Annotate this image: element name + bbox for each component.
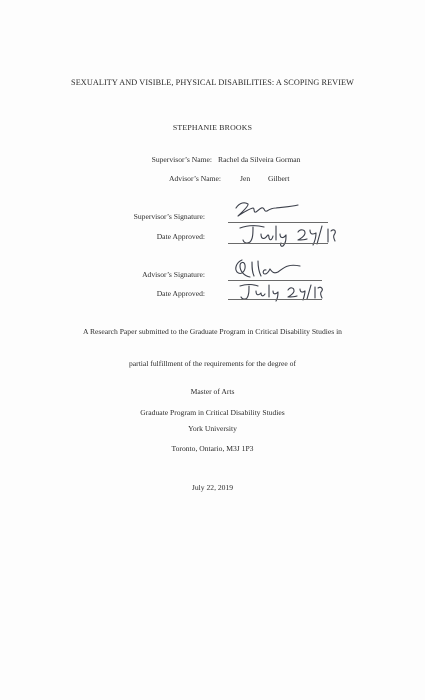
supervisor-date-label: Date Approved: xyxy=(156,232,205,241)
advisor-date-label: Date Approved: xyxy=(156,289,205,298)
advisor-last-name: Gilbert xyxy=(268,174,290,183)
degree: Master of Arts xyxy=(190,387,235,396)
supervisor-name: Rachel da Silveira Gorman xyxy=(218,155,301,164)
advisor-name-label: Advisor’s Name: xyxy=(169,174,221,183)
program: Graduate Program in Critical Disability Studies xyxy=(140,408,285,417)
supervisor-name-label: Supervisor’s Name: xyxy=(151,155,212,164)
submission-date: July 22, 2019 xyxy=(191,483,234,492)
supervisor-signature-label: Supervisor’s Signature: xyxy=(133,212,205,221)
advisor-date-line xyxy=(228,299,322,300)
advisor-signature xyxy=(232,256,302,282)
city-address: Toronto, Ontario, M3J 1P3 xyxy=(171,444,254,453)
advisor-first-name: Jen xyxy=(240,174,251,183)
document-title: SEXUALITY AND VISIBLE, PHYSICAL DISABILITIES: A SCOPING REVIEW xyxy=(71,78,354,87)
submission-statement-line-1: A Research Paper submitted to the Graduate Program in Critical Disability Studies in xyxy=(83,327,342,336)
advisor-signature-label: Advisor’s Signature: xyxy=(142,270,205,279)
submission-statement-line-2: partial fulfillment of the requirements for the degree of xyxy=(129,359,296,368)
advisor-signature-line xyxy=(228,280,322,281)
university: York University xyxy=(188,424,237,433)
supervisor-date-handwritten xyxy=(238,222,338,248)
author-name: STEPHANIE BROOKS xyxy=(172,123,253,132)
supervisor-date-line xyxy=(228,243,328,244)
supervisor-signature xyxy=(232,196,307,220)
